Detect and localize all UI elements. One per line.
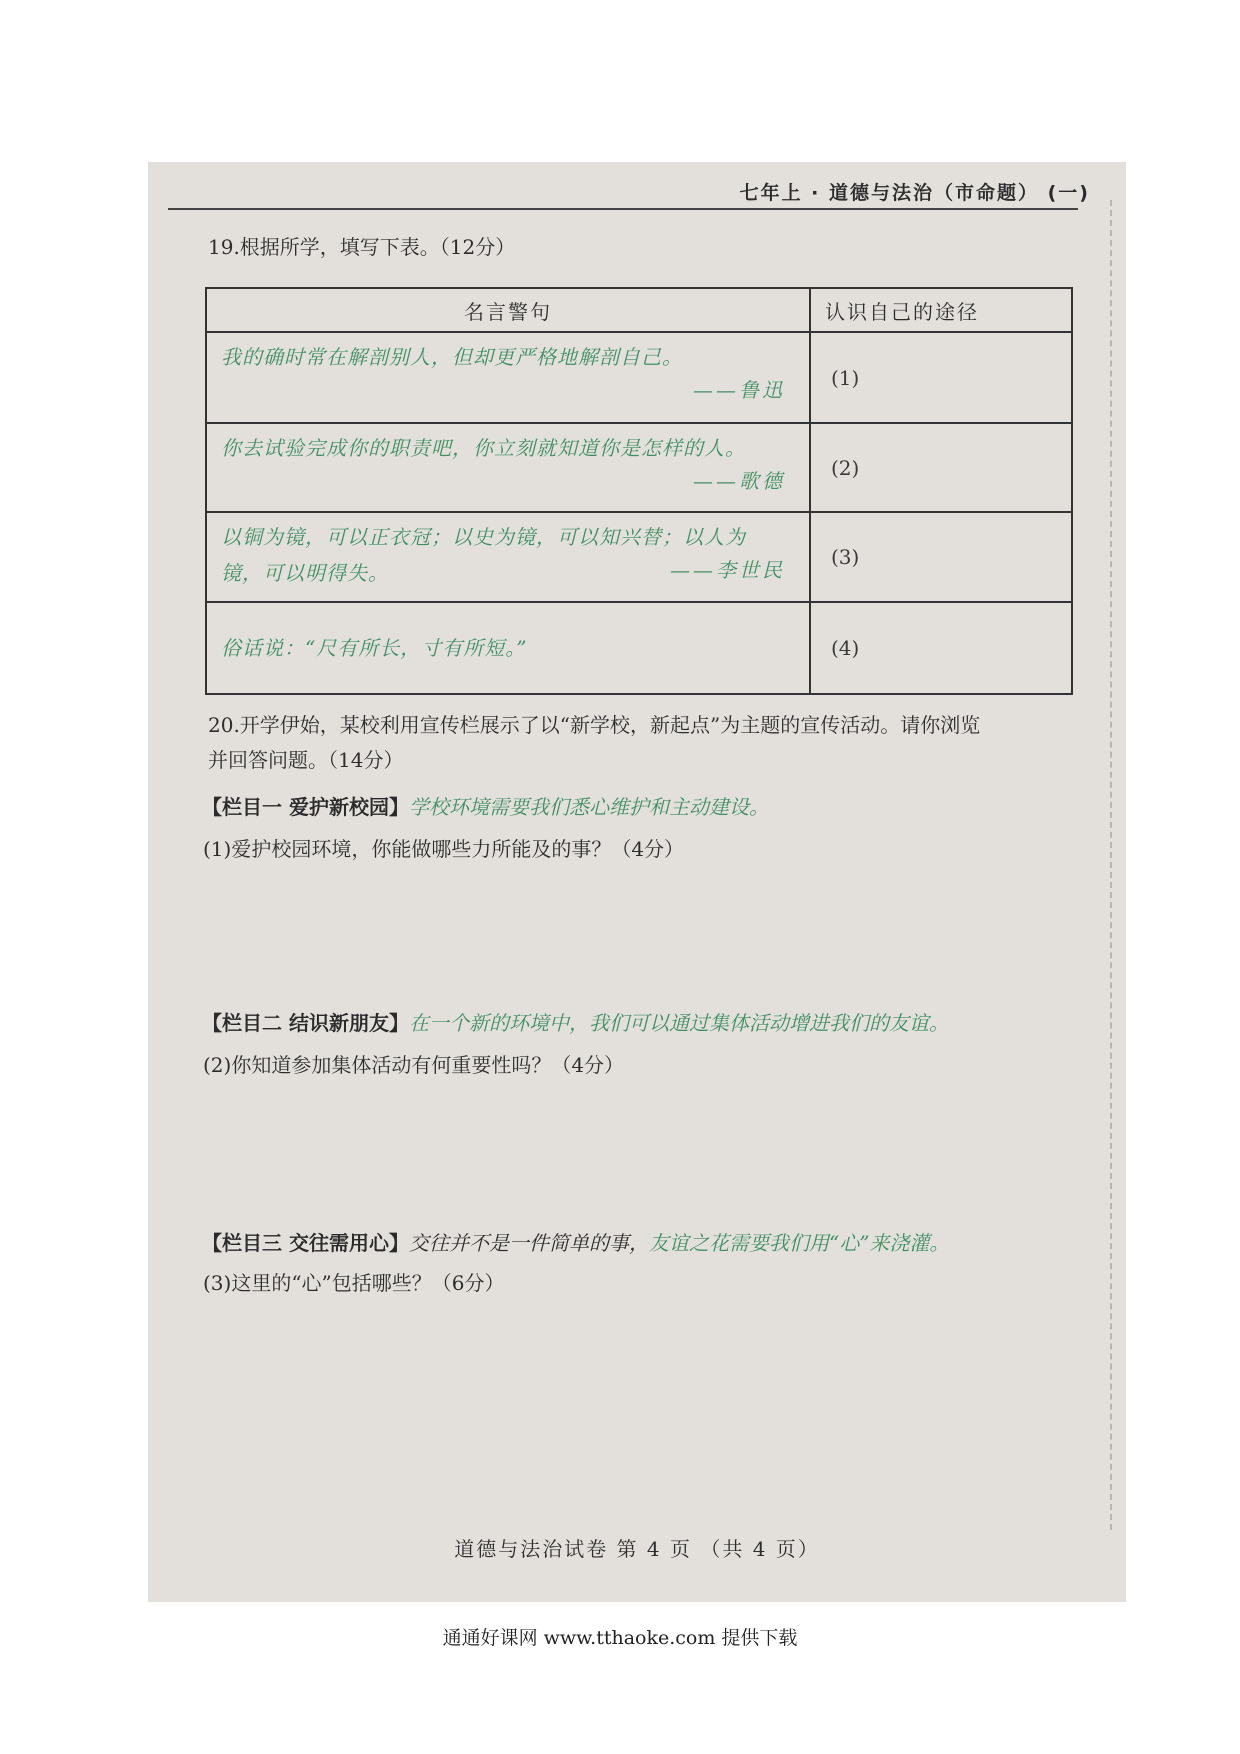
q20-question-1: (1)爱护校园环境，你能做哪些力所能及的事？（4分） [203,837,685,861]
column-two-text: 在一个新的环境中，我们可以通过集体活动增进我们的友谊。 [408,1011,949,1035]
column-three-text: 交往并不是一件简单的事， [408,1231,649,1255]
site-credit: 通通好课网 www.tthaoke.com 提供下载 [442,1627,798,1649]
quotes-table [205,287,1073,695]
q20-intro-line1: 20.开学伊始，某校利用宣传栏展示了以“新学校，新起点”为主题的宣传活动。请你浏览 [208,713,981,737]
quote-cell [206,512,810,602]
table-row [206,332,1072,423]
table-row [206,602,1072,694]
column-two-tag: 【栏目二 结识新朋友】 [202,1011,409,1035]
quote-text: 我的确时常在解剖别人，但却更严格地解剖自己。 [221,345,683,369]
column-one [202,792,769,822]
header-title: 七年上 · 道德与法治（市命题） (一) [739,182,1090,204]
q20-intro-line2: 并回答问题。（14分） [208,748,404,772]
way-cell: (2) [810,423,1072,512]
column-two [202,1008,949,1038]
col-quotes-header: 名言警句 [206,288,810,332]
column-one-text: 学校环境需要我们悉心维护和主动建设。 [408,795,769,819]
way-cell: (1) [810,332,1072,423]
quote-text-cont: 镜，可以明得失。 [221,561,389,585]
quote-cell [206,423,810,512]
binding-margin-line [1110,200,1112,1530]
quote-author: ——歌德 [693,469,785,493]
quote-author: ——鲁迅 [693,378,785,402]
quote-cell [206,602,810,694]
q20-question-2: (2)你知道参加集体活动有何重要性吗？（4分） [203,1053,625,1077]
page-footer: 道德与法治试卷 第 4 页 （共 4 页） [454,1537,820,1561]
quote-text: 你去试验完成你的职责吧，你立刻就知道你是怎样的人。 [221,436,746,460]
column-three-tag: 【栏目三 交往需用心】 [202,1231,409,1255]
column-three [202,1228,949,1258]
way-cell: (3) [810,512,1072,602]
q20-question-3: (3)这里的“心”包括哪些？（6分） [203,1271,505,1295]
quote-text: 俗话说：“尺有所长，寸有所短。” [221,636,528,660]
column-three-highlight: 友谊之花需要我们用“心”来浇灌。 [648,1231,950,1255]
way-cell: (4) [810,602,1072,694]
table-row [206,512,1072,602]
column-one-tag: 【栏目一 爱护新校园】 [202,795,409,819]
q19-prompt: 19.根据所学，填写下表。（12分） [208,235,516,259]
table-row [206,423,1072,512]
quote-cell [206,332,810,423]
quote-author: ——李世民 [670,558,785,582]
table-header-row [206,288,1072,332]
col-ways-header: 认识自己的途径 [810,288,1072,332]
header-rule [168,208,1078,210]
quote-text: 以铜为镜，可以正衣冠；以史为镜，可以知兴替；以人为 [221,525,746,549]
